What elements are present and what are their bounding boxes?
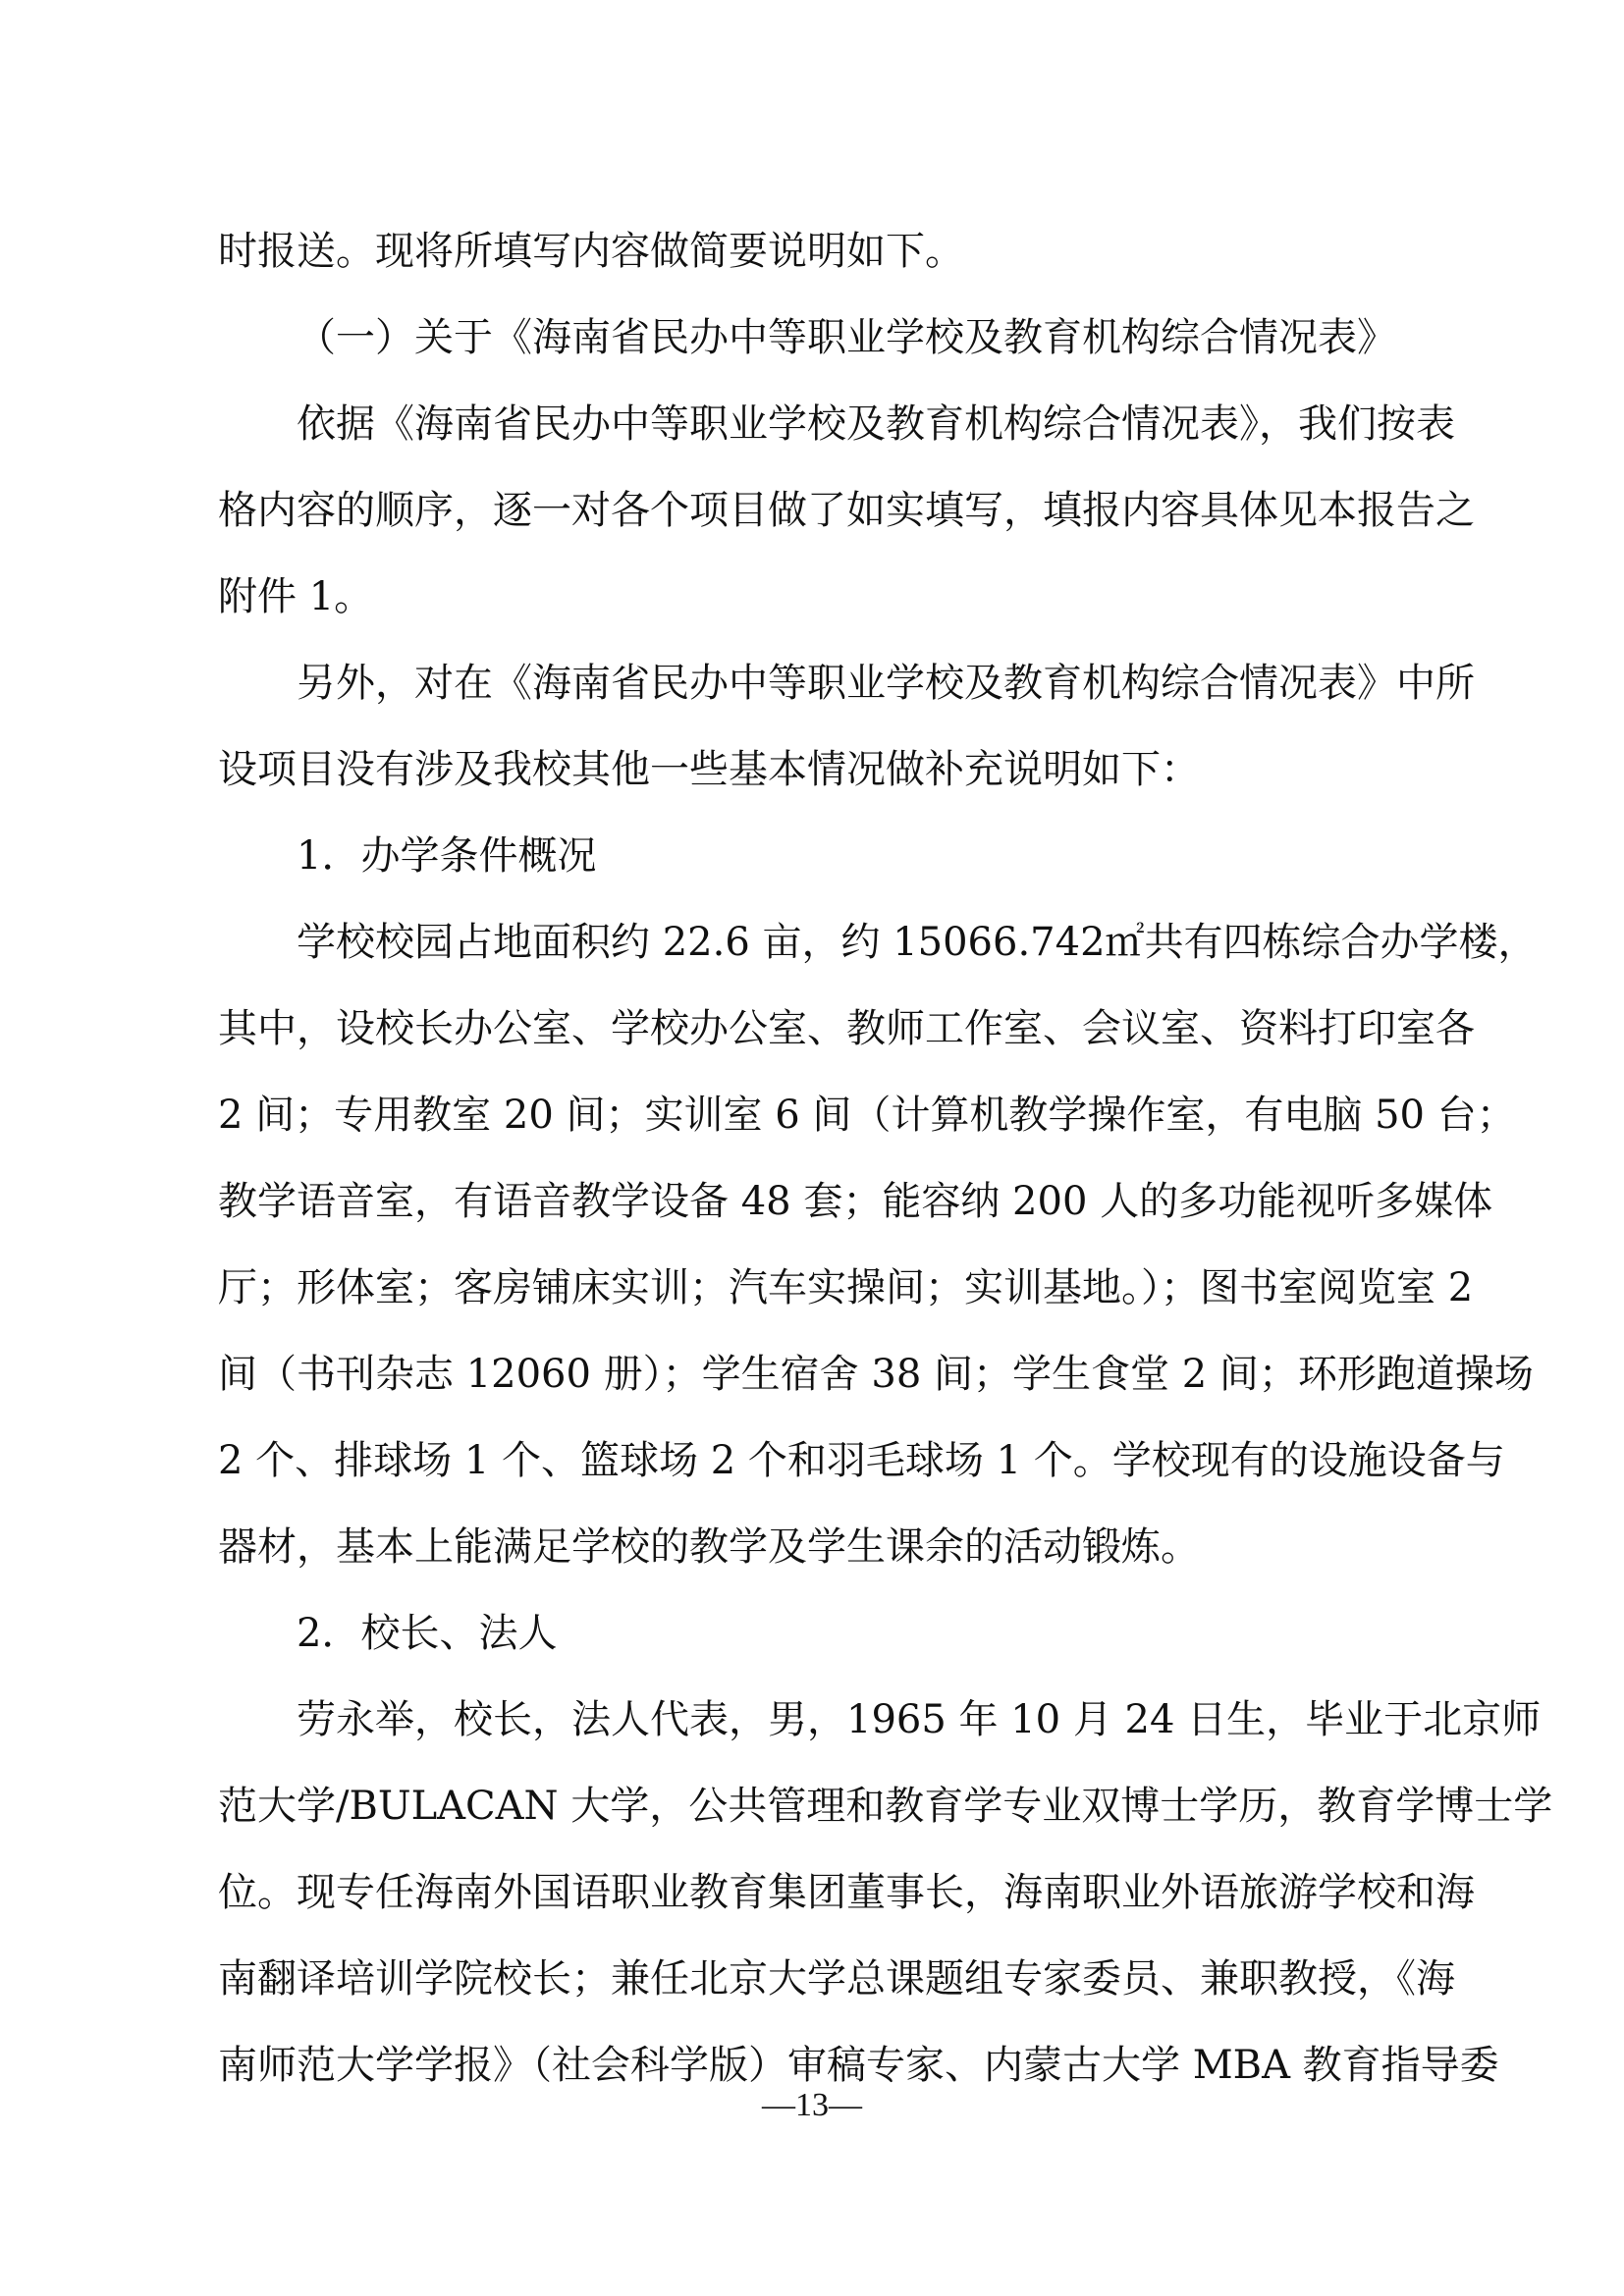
text-line: 南师范大学学报》（社会科学版）审稿专家、内蒙古大学 MBA 教育指导委 bbox=[218, 2043, 1499, 2088]
text-line: 其中，设校长办公室、学校办公室、教师工作室、会议室、资料打印室各 bbox=[218, 1006, 1475, 1051]
text-line: 依据《海南省民办中等职业学校及教育机构综合情况表》，我们按表 bbox=[297, 401, 1455, 447]
text-line: 器材，基本上能满足学校的教学及学生课余的活动锻炼。 bbox=[218, 1524, 1200, 1570]
document-body bbox=[218, 208, 1553, 2109]
text-line: 间（书刊杂志 12060 册）；学生宿舍 38 间；学生食堂 2 间；环形跑道操场 bbox=[218, 1352, 1534, 1397]
text-line: 设项目没有涉及我校其他一些基本情况做补充说明如下： bbox=[218, 747, 1200, 792]
text-line: 教学语音室，有语音教学设备 48 套；能容纳 200 人的多功能视听多媒体 bbox=[218, 1179, 1493, 1224]
text-line: 另外，对在《海南省民办中等职业学校及教育机构综合情况表》中所 bbox=[297, 661, 1475, 706]
page-number: —13— bbox=[762, 2087, 862, 2123]
text-line: 位。现专任海南外国语职业教育集团董事长，海南职业外语旅游学校和海 bbox=[218, 1870, 1475, 1915]
text-line: 厅；形体室；客房铺床实训；汽车实操间；实训基地。）；图书室阅览室 2 bbox=[218, 1265, 1474, 1310]
text-line: 2 个、排球场 1 个、篮球场 2 个和羽毛球场 1 个。学校现有的设施设备与 bbox=[218, 1438, 1505, 1483]
text-line: 范大学/BULACAN 大学，公共管理和教育学专业双博士学历，教育学博士学 bbox=[218, 1784, 1553, 1829]
subsection-heading: 1．办学条件概况 bbox=[297, 833, 597, 879]
section-heading: （一）关于《海南省民办中等职业学校及教育机构综合情况表》 bbox=[297, 315, 1396, 360]
text-line: 2 间；专用教室 20 间；实训室 6 间（计算机教学操作室，有电脑 50 台； bbox=[218, 1093, 1516, 1138]
text-line: 格内容的顺序，逐一对各个项目做了如实填写，填报内容具体见本报告之 bbox=[218, 488, 1475, 533]
subsection-heading: 2．校长、法人 bbox=[297, 1611, 558, 1656]
text-line: 劳永举，校长，法人代表，男，1965 年 10 月 24 日生，毕业于北京师 bbox=[297, 1697, 1542, 1742]
text-line: 南翻译培训学院校长；兼任北京大学总课题组专家委员、兼职教授，《海 bbox=[218, 1956, 1455, 2002]
text-line: 时报送。现将所填写内容做简要说明如下。 bbox=[218, 229, 964, 274]
text-line: 学校校园占地面积约 22.6 亩，约 15066.742㎡共有四栋综合办学楼， bbox=[297, 920, 1538, 965]
text-line: 附件 1。 bbox=[218, 574, 374, 619]
